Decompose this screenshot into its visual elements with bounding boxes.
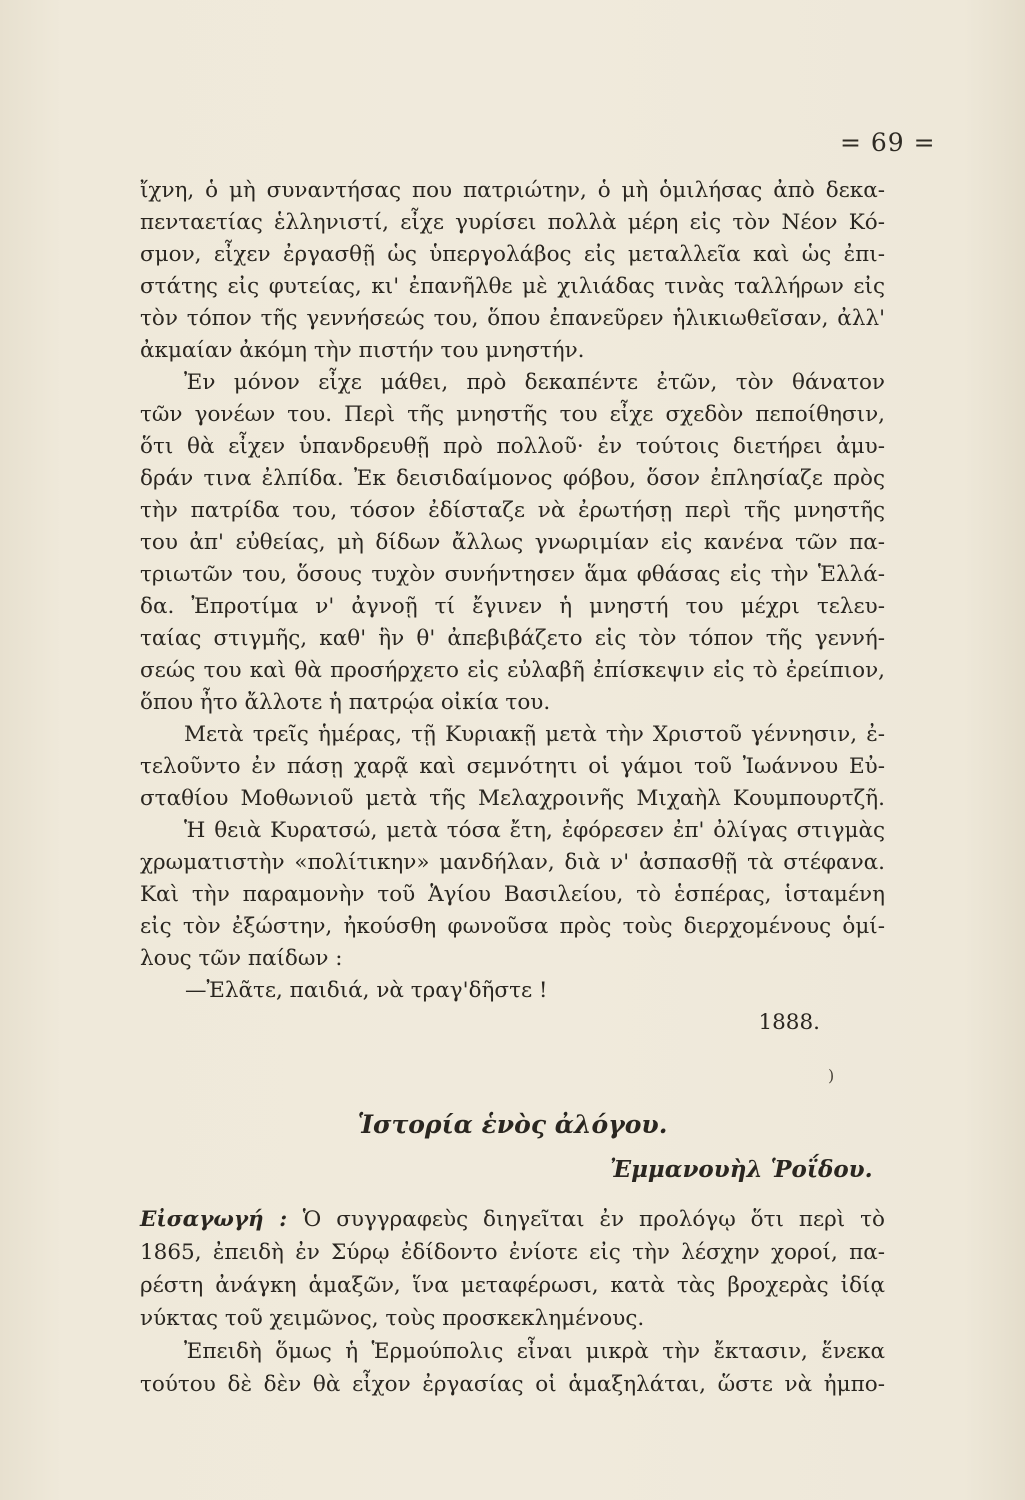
story-title: Ἱστορία ἑνὸς ἀλόγου. [357, 1110, 668, 1139]
story-text-block [140, 175, 885, 1039]
paren-mark: ) [828, 1066, 835, 1085]
text-line: ὅτι θὰ εἶχεν ὑπανδρευθῇ πρὸ πολλοῦ· ἐν τούτοις διετήρει ἀμυ- [140, 434, 885, 459]
intro-first-line [140, 1203, 885, 1236]
text-line: ἀκμαίαν ἀκόμη τὴν πιστήν του μνηστήν. [140, 338, 585, 363]
text-line: νύκτας τοῦ χειμῶνος, τοὺς προσκεκλημένους. [140, 1306, 645, 1331]
text-line: πενταετίας ἑλληνιστί, εἶχε γυρίσει πολλὰ μέρη εἰς τὸν Νέον Κό- [140, 210, 885, 235]
text-line: σμον, εἶχεν ἐργασθῇ ὡς ὑπεργολάβος εἰς μεταλλεῖα καὶ ὡς ἐπι- [140, 242, 885, 267]
story-author: Ἐμμανουὴλ Ῥοΐδου. [610, 1156, 873, 1183]
text-line: ρέστη ἀνάγκη ἁμαξῶν, ἵνα μεταφέρωσι, κατὰ τὰς βροχερὰς ἰδίᾳ [140, 1273, 885, 1298]
text-line: δα. Ἐπροτίμα ν' ἀγνοῇ τί ἔγινεν ἡ μνηστή του μέχρι τελευ- [140, 594, 885, 619]
text-line: Ἐν μόνον εἶχε μάθει, πρὸ δεκαπέντε ἐτῶν, τὸν θάνατον [184, 370, 885, 395]
text-line: ἴχνη, ὁ μὴ συναντήσας που πατριώτην, ὁ μὴ ὁμιλήσας ἀπὸ δεκα- [140, 178, 885, 203]
text-line: τριωτῶν του, ὅσους τυχὸν συνήντησεν ἅμα φθάσας εἰς τὴν Ἑλλά- [140, 562, 885, 587]
text-line: τούτου δὲ δὲν θὰ εἶχον ἐργασίας οἱ ἁμαξηλάται, ὥστε νὰ ἠμπο- [140, 1372, 885, 1397]
text-line: σταθίου Μοθωνιοῦ μετὰ τῆς Μελαχροινῆς Μιχαὴλ Κουμπουρτζῆ. [140, 786, 885, 811]
page-number: = 69 = [840, 128, 936, 157]
text-line: Καὶ τὴν παραμονὴν τοῦ Ἁγίου Βασιλείου, τὸ ἑσπέρας, ἱσταμένη [140, 882, 885, 907]
dialogue-line: —Ἐλᾶτε, παιδιά, νὰ τραγ'δῆστε ! [185, 978, 548, 1003]
text-line: χρωματιστὴν «πολίτικην» μανδήλαν, διὰ ν' ἀσπασθῇ τὰ στέφανα. [140, 850, 885, 875]
text-line: τὴν πατρίδα του, τόσον ἐδίσταζε νὰ ἐρωτήσῃ περὶ τῆς μνηστῆς [140, 498, 885, 523]
intro-label: Εἰσαγωγή : [140, 1207, 303, 1232]
text-line: σεώς του καὶ θὰ προσήρχετο εἰς εὐλαβῆ ἐπίσκεψιν εἰς τὸ ἐρείπιον, [140, 658, 885, 683]
year-signature: 1888. [758, 1010, 820, 1035]
text-line: 1865, ἐπειδὴ ἐν Σύρῳ ἐδίδοντο ἐνίοτε εἰς τὴν λέσχην χοροί, πα- [140, 1240, 885, 1265]
intro-first-line-text: Ὁ συγγραφεὺς διηγεῖται ἐν προλόγῳ ὅτι περὶ τὸ [302, 1207, 885, 1232]
text-line: Μετὰ τρεῖς ἡμέρας, τῇ Κυριακῇ μετὰ τὴν Χριστοῦ γέννησιν, ἐ- [184, 722, 885, 747]
text-line: Ἐπειδὴ ὅμως ἡ Ἑρμούπολις εἶναι μικρὰ τὴν ἔκτασιν, ἕνεκα [184, 1339, 885, 1364]
text-line: τῶν γονέων του. Περὶ τῆς μνηστῆς του εἶχε σχεδὸν πεποίθησιν, [140, 402, 885, 427]
text-line: ὅπου ἦτο ἄλλοτε ἡ πατρῴα οἰκία του. [140, 690, 551, 715]
text-line: τὸν τόπον τῆς γεννήσεώς του, ὅπου ἐπανεῦρεν ἡλικιωθεῖσαν, ἀλλ' [140, 306, 885, 331]
text-line: λους τῶν παίδων : [140, 946, 343, 971]
text-line: ταίας στιγμῆς, καθ' ἣν θ' ἀπεβιβάζετο εἰς τὸν τόπον τῆς γεννή- [140, 626, 885, 651]
text-line: στάτης εἰς φυτείας, κι' ἐπανῆλθε μὲ χιλιάδας τινὰς ταλλήρων εἰς [140, 274, 885, 299]
text-line: δράν τινα ἐλπίδα. Ἐκ δεισιδαίμονος φόβου, ὅσον ἐπλησίαζε πρὸς [140, 466, 885, 491]
text-line: Ἡ θειὰ Κυρατσώ, μετὰ τόσα ἔτη, ἐφόρεσεν ἐπ' ὀλίγας στιγμὰς [184, 818, 885, 843]
text-line: τελοῦντο ἐν πάσῃ χαρᾷ καὶ σεμνότητι οἱ γάμοι τοῦ Ἰωάννου Εὐ- [140, 754, 885, 779]
text-line: του ἀπ' εὐθείας, μὴ δίδων ἄλλως γνωριμίαν εἰς κανένα τῶν πα- [140, 530, 885, 555]
introduction-block [140, 1203, 885, 1401]
text-line: εἰς τὸν ἐξώστην, ἠκούσθη φωνοῦσα πρὸς τοὺς διερχομένους ὁμί- [140, 914, 885, 939]
